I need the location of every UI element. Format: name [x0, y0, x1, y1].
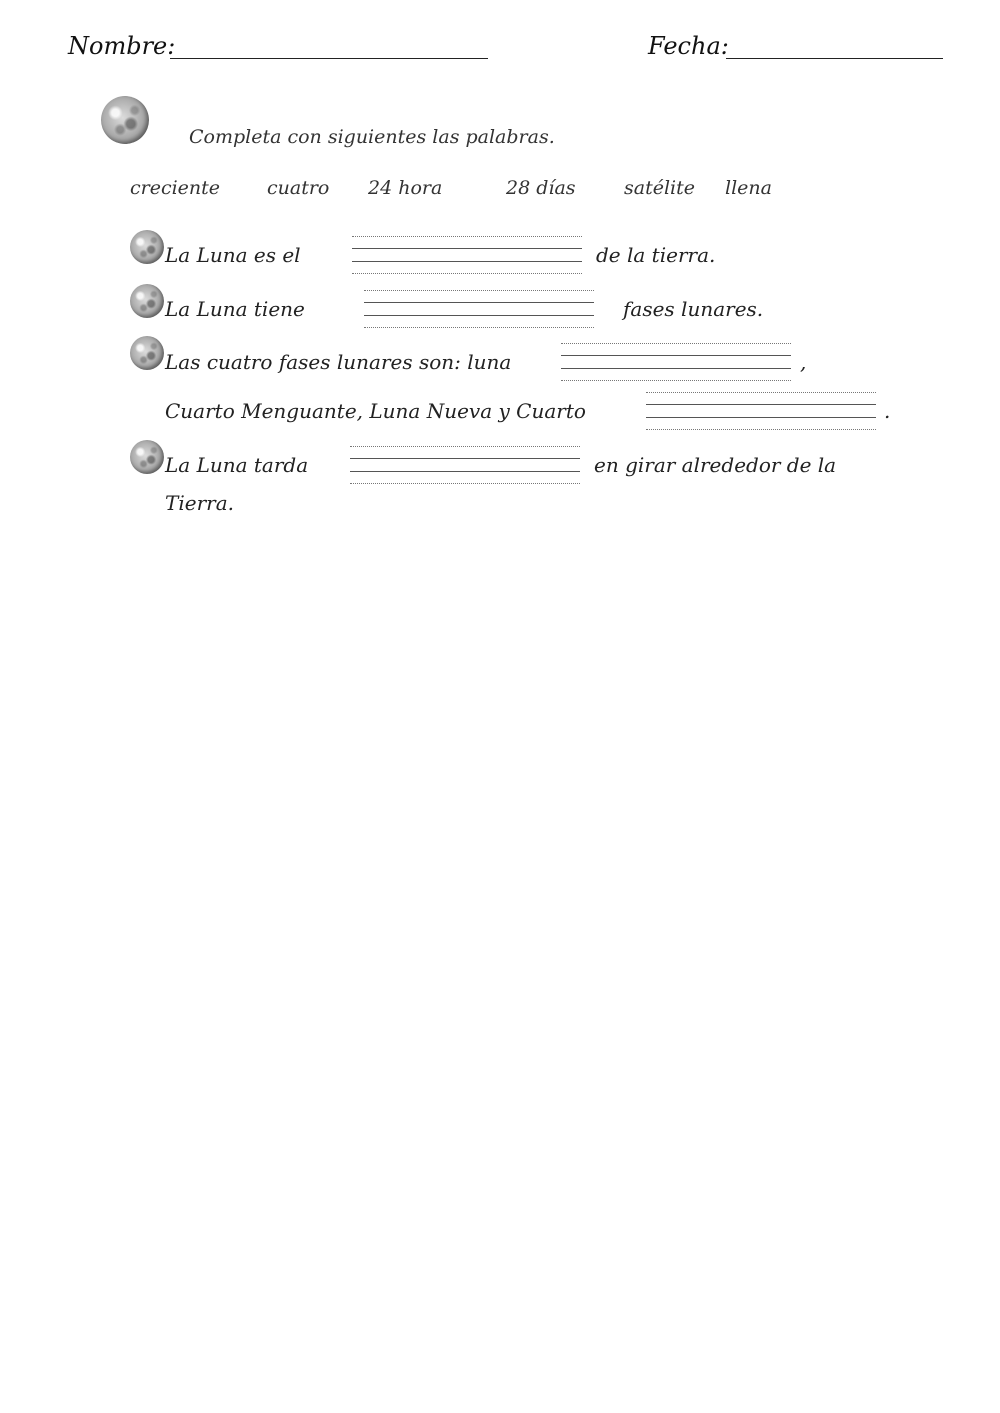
sentence-3-line2: Cuarto Menguante, Luna Nueva y Cuarto	[165, 399, 586, 423]
answer-blank-5[interactable]	[350, 446, 580, 486]
answer-blank-2[interactable]	[364, 290, 594, 330]
word-bank-item: satélite	[624, 177, 695, 199]
sentence-2-text: La Luna tiene	[165, 297, 305, 321]
sentence-1-end: de la tierra.	[596, 243, 716, 267]
word-bank-item: llena	[725, 177, 772, 199]
moon-icon	[130, 230, 164, 264]
sentence-3-period: .	[884, 399, 891, 423]
date-field[interactable]	[726, 58, 943, 59]
sentence-3-comma: ,	[800, 350, 807, 374]
sentence-1-text: La Luna es el	[165, 243, 301, 267]
moon-icon	[101, 96, 149, 144]
date-label: Fecha:	[648, 32, 729, 60]
moon-icon	[130, 336, 164, 370]
word-bank-item: creciente	[130, 177, 221, 199]
word-bank-item: 24 hora	[368, 177, 443, 199]
sentence-3-text: Las cuatro fases lunares son: luna	[165, 350, 512, 374]
name-label: Nombre:	[68, 32, 176, 60]
answer-blank-4[interactable]	[646, 392, 876, 432]
moon-icon	[130, 440, 164, 474]
answer-blank-1[interactable]	[352, 236, 582, 276]
answer-blank-3[interactable]	[561, 343, 791, 383]
instructions: Completa con siguientes las palabras.	[189, 126, 555, 148]
word-bank-item: 28 días	[506, 177, 576, 199]
moon-icon	[130, 284, 164, 318]
sentence-4-end: en girar alrededor de la	[594, 453, 837, 477]
sentence-4-line2: Tierra.	[165, 491, 234, 515]
word-bank-item: cuatro	[267, 177, 330, 199]
sentence-4-text: La Luna tarda	[165, 453, 309, 477]
name-field[interactable]	[170, 58, 488, 59]
sentence-2-end: fases lunares.	[623, 297, 764, 321]
